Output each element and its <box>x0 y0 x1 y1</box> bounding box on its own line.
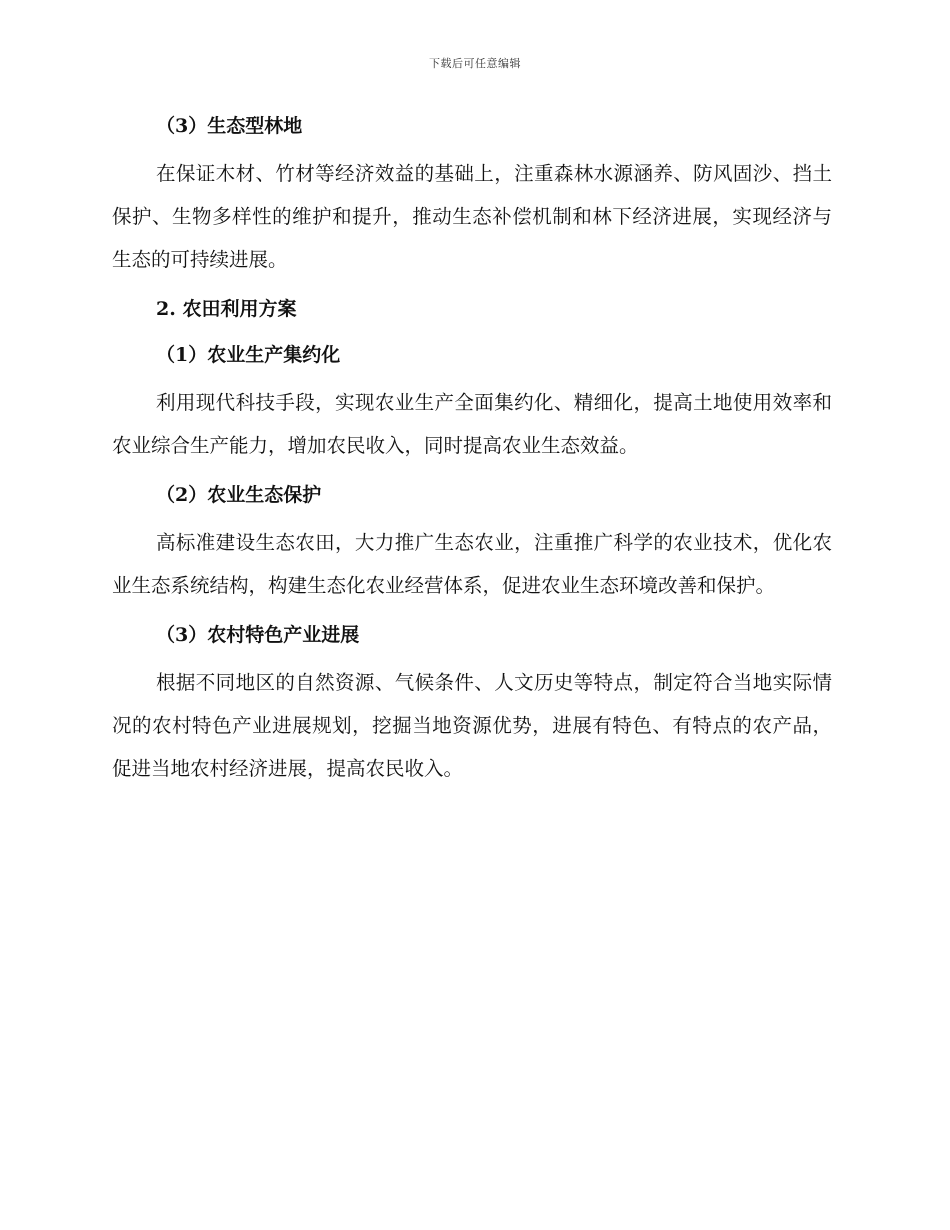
paragraph-ecological-protection: 高标准建设生态农田，大力推广生态农业，注重推广科学的农业技术，优化农业生态系统结构，构建生态化农业经营体系，促进农业生态环境改善和保护。 <box>112 531 832 597</box>
subheading-rural-industry: （3）农村特色产业进展 <box>156 624 360 646</box>
document-body <box>112 108 832 790</box>
paragraph-intensive-agriculture: 利用现代科技手段，实现农业生产全面集约化、精细化，提高土地使用效率和农业综合生产能力，增加农民收入，同时提高农业生态效益。 <box>112 391 832 457</box>
paragraph-rural-industry: 根据不同地区的自然资源、气候条件、人文历史等特点，制定符合当地实际情况的农村特色产业进展规划，挖掘当地资源优势，进展有特色、有特点的农产品，促进当地农村经济进展，提高农民收入。 <box>112 671 832 780</box>
page-header: 下载后可任意编辑 <box>429 57 521 70</box>
paragraph-ecological-forest: 在保证木材、竹材等经济效益的基础上，注重森林水源涵养、防风固沙、挡土保护、生物多样性的维护和提升，推动生态补偿机制和林下经济进展，实现经济与生态的可持续进展。 <box>112 162 832 271</box>
subheading-ecological-protection: （2）农业生态保护 <box>156 484 322 506</box>
subheading-ecological-forest: （3）生态型林地 <box>156 115 303 137</box>
subheading-intensive-agriculture: （1）农业生产集约化 <box>156 344 341 366</box>
section-heading-farmland: 2. 农田利用方案 <box>156 298 297 320</box>
